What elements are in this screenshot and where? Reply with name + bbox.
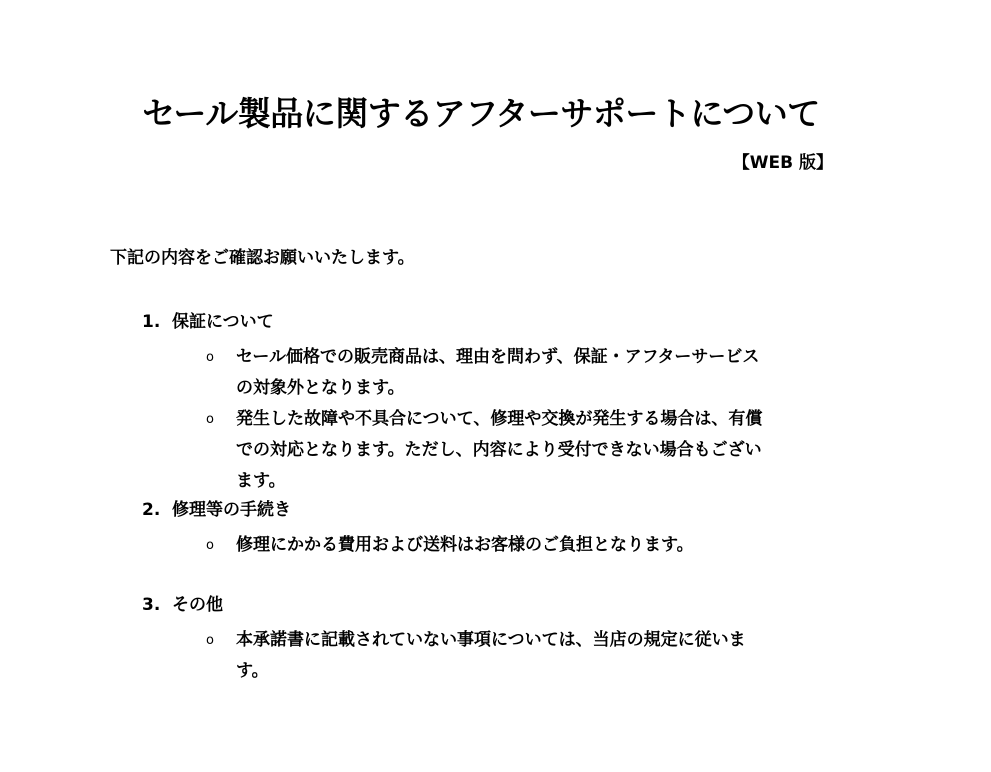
section-number: 1.	[142, 312, 161, 332]
bullet-circle-icon: o	[206, 538, 214, 553]
version-label: 【WEB 版】	[732, 153, 833, 173]
bullet-list	[142, 625, 902, 687]
bullet-list	[142, 342, 902, 497]
list-item-text: セール価格での販売商品は、理由を問わず、保証・アフターサービスの対象外となります。	[236, 347, 760, 398]
list-item-text: 修理にかかる費用および送料はお客様のご負担となります。	[236, 535, 694, 555]
section-other	[142, 593, 902, 687]
section-number: 2.	[142, 500, 161, 520]
section-heading	[142, 593, 902, 617]
section-heading	[142, 310, 902, 334]
section-title: 保証について	[172, 312, 274, 332]
section-repair-procedure	[142, 498, 902, 561]
intro-text: 下記の内容をご確認お願いいたします。	[110, 248, 415, 268]
list-item	[142, 342, 766, 404]
bullet-list	[142, 530, 902, 561]
bullet-circle-icon: o	[206, 633, 214, 648]
bullet-circle-icon: o	[206, 350, 214, 365]
section-title: 修理等の手続き	[172, 500, 291, 520]
list-item	[142, 625, 766, 687]
document-title: セール製品に関するアフターサポートについて	[142, 94, 820, 133]
list-item-text: 本承諾書に記載されていない事項については、当店の規定に従います。	[236, 630, 746, 681]
bullet-circle-icon: o	[206, 412, 214, 427]
section-warranty	[142, 310, 902, 497]
list-item	[142, 404, 766, 497]
section-heading	[142, 498, 902, 522]
section-number: 3.	[142, 595, 161, 615]
list-item	[142, 530, 766, 561]
section-title: その他	[172, 595, 223, 615]
list-item-text: 発生した故障や不具合について、修理や交換が発生する場合は、有償での対応となります。ただし、内容により受付できない場合もございます。	[236, 409, 763, 491]
